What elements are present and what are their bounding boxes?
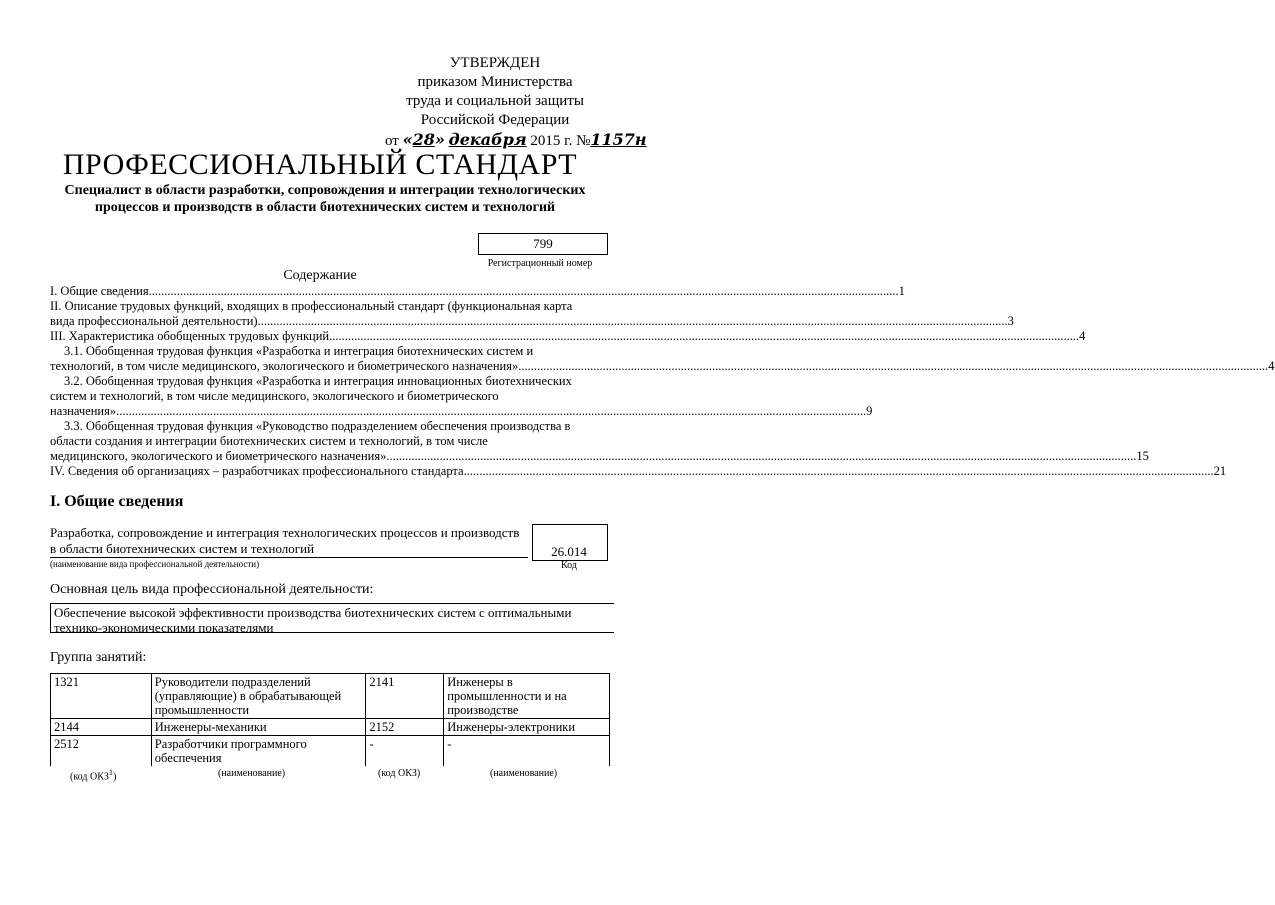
approval-line-3: труда и социальной защиты: [406, 93, 584, 109]
table-row: [51, 674, 610, 719]
activity-kind-caption: (наименование вида профессиональной деятельности): [50, 559, 260, 569]
toc-item-4[interactable]: IV. Сведения об организациях – разработчиках профессионального стандарта ..... 21: [50, 464, 610, 479]
goal-label: Основная цель вида профессиональной деятельности:: [50, 582, 374, 597]
okz-code: 2141: [366, 674, 444, 719]
occupation-name: Руководители подразделений (управляющие) в обрабатывающей промышленности: [151, 674, 366, 719]
table-row: [51, 719, 610, 736]
approval-line-1: УТВЕРЖДЕН: [449, 55, 541, 71]
okz-code: 2512: [51, 736, 152, 767]
toc-item-3-3[interactable]: 3.3. Обобщенная трудовая функция «Руководство подразделением обеспечения производства в области создания и интеграции биотехнических систем и технологий, в том числе медицинского, экологического и биометрического назначения» ..... 15: [50, 419, 610, 464]
toc-item-1[interactable]: I. Общие сведения ..... 1: [50, 284, 610, 299]
document-title: ПРОФЕССИОНАЛЬНЫЙ СТАНДАРТ: [62, 148, 578, 181]
approval-number: 1157н: [590, 130, 647, 149]
occupation-name: Инженеры в промышленности и на производстве: [444, 674, 610, 719]
toc-item-3[interactable]: III. Характеристика обобщенных трудовых функций ..... 4: [50, 329, 610, 344]
registration-number: 799: [478, 233, 608, 255]
okz-code: 2152: [366, 719, 444, 736]
okz-code: -: [366, 736, 444, 767]
activity-code: 26.014: [551, 544, 587, 559]
occupation-group-table: [50, 673, 610, 766]
okz-code: 2144: [51, 719, 152, 736]
approval-line-4: Российской Федерации: [420, 112, 570, 128]
occupation-name: Инженеры-механики: [151, 719, 366, 736]
group-label: Группа занятий:: [50, 650, 147, 665]
activity-code-caption: Код: [561, 560, 577, 571]
table-of-contents: [50, 284, 1275, 479]
occupation-name: Разработчики программного обеспечения: [151, 736, 366, 767]
toc-item-3-2[interactable]: 3.2. Обобщенная трудовая функция «Разработка и интеграция инновационных биотехнических систем и технологий, в том числе медицинского, экологического и биометрического назначения» ..... 9: [50, 374, 610, 419]
occupation-name: -: [444, 736, 610, 767]
approval-month: декабря: [448, 130, 527, 149]
table-row: [51, 736, 610, 767]
activity-kind: Разработка, сопровождение и интеграция технологических процессов и производств в области биотехнических систем и технологий: [50, 525, 520, 556]
approval-line-2: приказом Министерства: [417, 74, 573, 90]
registration-label: Регистрационный номер: [487, 258, 593, 269]
caption-okz-code-2: (код ОКЗ): [378, 768, 421, 779]
toc-item-3-1[interactable]: 3.1. Обобщенная трудовая функция «Разработка и интеграция биотехнических систем и технологий, в том числе медицинского, экологического и биометрического назначения» ..... 4: [50, 344, 610, 374]
caption-name-2: (наименование): [490, 768, 558, 779]
document-subtitle: Специалист в области разработки, сопровождения и интеграции технологических процессов и производств в области биотехнических систем и технологий: [64, 183, 586, 215]
goal-text: Обеспечение высокой эффективности производства биотехнических систем с оптимальными технико-экономическими показателями: [50, 603, 614, 633]
section-heading: I. Общие сведения: [50, 493, 184, 510]
toc-title: Содержание: [283, 268, 357, 283]
approval-day: 28: [412, 130, 435, 149]
okz-code: 1321: [51, 674, 152, 719]
approval-date-line: от «28» декабря 2015 г. №1157н: [385, 130, 647, 149]
toc-item-2[interactable]: II. Описание трудовых функций, входящих в профессиональный стандарт (функциональная карта вида профессиональной деятельности) ..... 3: [50, 299, 610, 329]
activity-kind-underline: [50, 557, 528, 558]
approval-block: [385, 54, 647, 151]
occupation-name: Инженеры-электроники: [444, 719, 610, 736]
caption-name-1: (наименование): [218, 768, 286, 779]
caption-okz-code-1: (код ОКЗ$^1$): [70, 768, 117, 783]
